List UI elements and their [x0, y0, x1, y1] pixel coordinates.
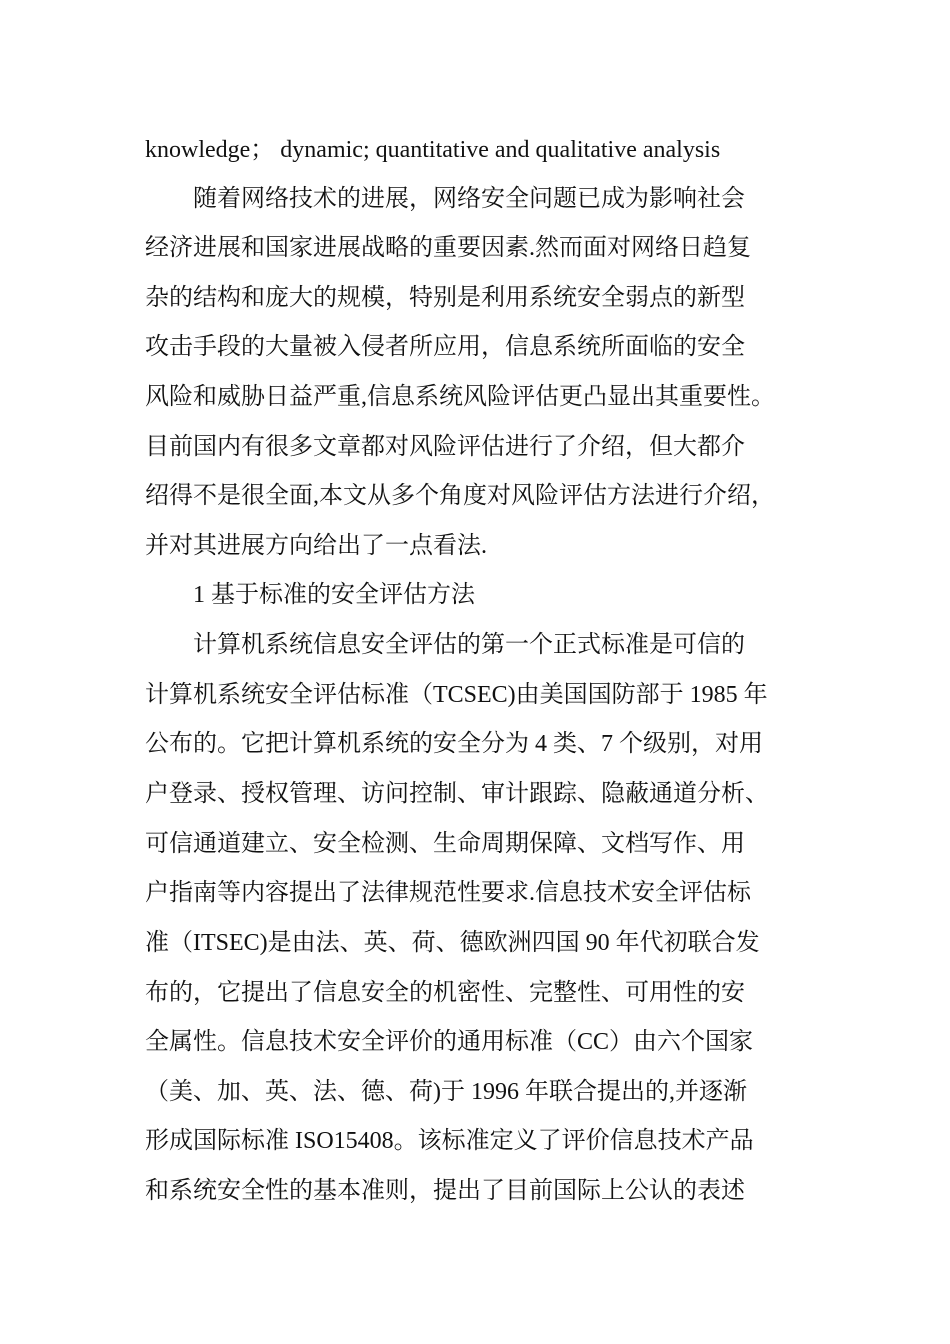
paragraph-line: 形成国际标准 ISO15408。该标准定义了评价信息技术产品	[145, 1128, 754, 1154]
paragraph-line: 公布的。它把计算机系统的安全分为 4 类、7 个级别，对用	[145, 731, 763, 757]
paragraph-line: 并对其进展方向给出了一点看法.	[145, 533, 487, 559]
paragraph-line: 风险和威胁日益严重,信息系统风险评估更凸显出其重要性。	[145, 384, 775, 410]
paragraph-line: 布的，它提出了信息安全的机密性、完整性、可用性的安	[145, 980, 745, 1006]
keywords-line: knowledge； dynamic; quantitative and qualitative analysis	[145, 137, 721, 163]
paragraph-line: 计算机系统信息安全评估的第一个正式标准是可信的	[193, 632, 745, 658]
paragraph-line: 经济进展和国家进展战略的重要因素.然而面对网络日趋复	[145, 235, 751, 261]
paragraph-line: 户指南等内容提出了法律规范性要求.信息技术安全评估标	[145, 880, 751, 906]
paragraph-line: 随着网络技术的进展，网络安全问题已成为影响社会	[193, 186, 745, 212]
paragraph-line: 计算机系统安全评估标准（TCSEC)由美国国防部于 1985 年	[145, 682, 768, 708]
section-heading: 1 基于标准的安全评估方法	[193, 582, 475, 608]
paragraph-line: 绍得不是很全面,本文从多个角度对风险评估方法进行介绍，	[145, 483, 775, 509]
paragraph-line: 全属性。信息技术安全评价的通用标准（CC）由六个国家	[145, 1029, 754, 1055]
paragraph-line: 准（ITSEC)是由法、英、荷、德欧洲四国 90 年代初联合发	[145, 930, 760, 956]
paragraph-line: 杂的结构和庞大的规模，特别是利用系统安全弱点的新型	[145, 285, 745, 311]
paragraph-line: 目前国内有很多文章都对风险评估进行了介绍，但大都介	[145, 434, 745, 460]
paragraph-line: （美、加、英、法、德、荷)于 1996 年联合提出的,并逐渐	[145, 1079, 747, 1105]
paragraph-line: 可信通道建立、安全检测、生命周期保障、文档写作、用	[145, 831, 745, 857]
paragraph-line: 和系统安全性的基本准则，提出了目前国际上公认的表述	[145, 1178, 745, 1204]
paragraph-line: 户登录、授权管理、访问控制、审计跟踪、隐蔽通道分析、	[145, 781, 769, 807]
paragraph-line: 攻击手段的大量被入侵者所应用，信息系统所面临的安全	[145, 334, 745, 360]
